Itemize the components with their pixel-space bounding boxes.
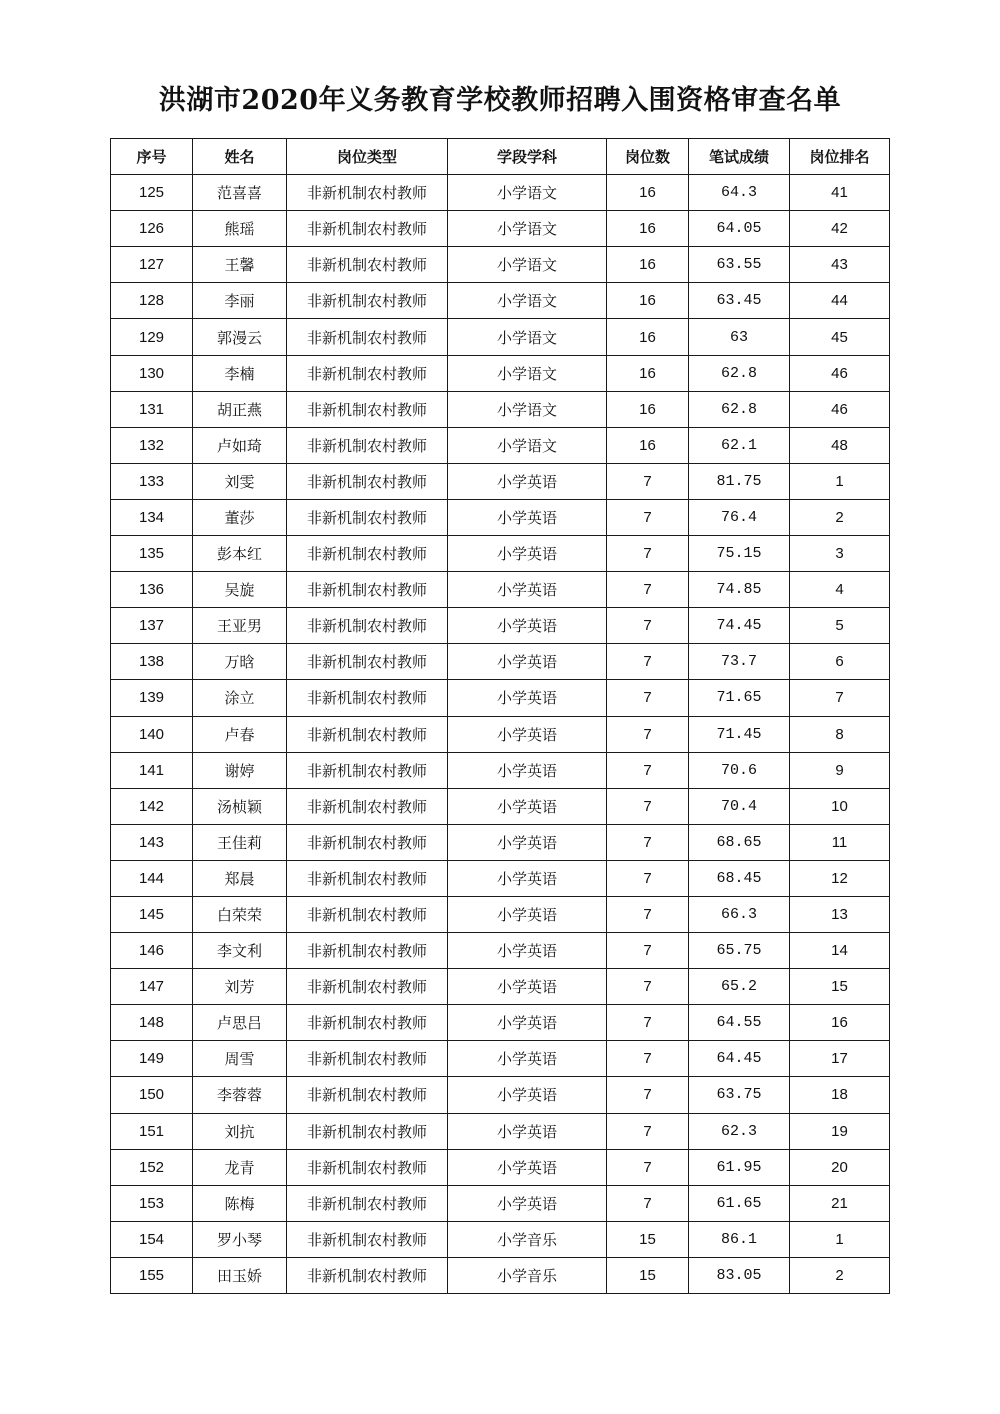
header-cell: 岗位类型	[287, 139, 448, 175]
stage-subject-cell: 小学英语	[448, 969, 607, 1005]
stage-subject-cell: 小学英语	[448, 1113, 607, 1149]
post-rank-cell: 14	[790, 933, 890, 969]
written-score-cell: 63.45	[689, 283, 790, 319]
stage-subject-cell: 小学英语	[448, 1005, 607, 1041]
table-row	[111, 247, 890, 283]
name-cell: 白荣荣	[193, 896, 287, 932]
written-score-cell: 66.3	[689, 896, 790, 932]
stage-subject-cell: 小学语文	[448, 355, 607, 391]
stage-subject-cell: 小学英语	[448, 788, 607, 824]
serial-number-cell: 127	[111, 247, 193, 283]
serial-number-cell: 155	[111, 1257, 193, 1293]
post-count-cell: 16	[607, 391, 689, 427]
header-row	[111, 139, 890, 175]
post-rank-cell: 9	[790, 752, 890, 788]
name-cell: 龙青	[193, 1149, 287, 1185]
written-score-cell: 63.75	[689, 1077, 790, 1113]
table-row	[111, 391, 890, 427]
name-cell: 汤桢颖	[193, 788, 287, 824]
serial-number-cell: 135	[111, 536, 193, 572]
stage-subject-cell: 小学英语	[448, 824, 607, 860]
header-cell: 岗位数	[607, 139, 689, 175]
name-cell: 刘雯	[193, 463, 287, 499]
roster-body	[111, 175, 890, 1294]
serial-number-cell: 150	[111, 1077, 193, 1113]
post-count-cell: 16	[607, 283, 689, 319]
post-count-cell: 16	[607, 355, 689, 391]
written-score-cell: 62.8	[689, 355, 790, 391]
serial-number-cell: 153	[111, 1185, 193, 1221]
post-count-cell: 16	[607, 427, 689, 463]
post-count-cell: 7	[607, 463, 689, 499]
stage-subject-cell: 小学英语	[448, 1149, 607, 1185]
post-count-cell: 7	[607, 644, 689, 680]
name-cell: 李文利	[193, 933, 287, 969]
post-rank-cell: 45	[790, 319, 890, 355]
serial-number-cell: 137	[111, 608, 193, 644]
post-rank-cell: 7	[790, 680, 890, 716]
post-rank-cell: 17	[790, 1041, 890, 1077]
post-type-cell: 非新机制农村教师	[287, 680, 448, 716]
post-rank-cell: 2	[790, 1257, 890, 1293]
post-count-cell: 7	[607, 824, 689, 860]
header-cell: 笔试成绩	[689, 139, 790, 175]
table-row	[111, 355, 890, 391]
name-cell: 胡正燕	[193, 391, 287, 427]
stage-subject-cell: 小学语文	[448, 427, 607, 463]
written-score-cell: 61.95	[689, 1149, 790, 1185]
stage-subject-cell: 小学语文	[448, 283, 607, 319]
post-count-cell: 7	[607, 536, 689, 572]
post-rank-cell: 6	[790, 644, 890, 680]
post-count-cell: 15	[607, 1257, 689, 1293]
written-score-cell: 65.75	[689, 933, 790, 969]
post-rank-cell: 43	[790, 247, 890, 283]
table-row	[111, 644, 890, 680]
name-cell: 刘抗	[193, 1113, 287, 1149]
name-cell: 田玉娇	[193, 1257, 287, 1293]
post-type-cell: 非新机制农村教师	[287, 860, 448, 896]
table-row	[111, 608, 890, 644]
serial-number-cell: 146	[111, 933, 193, 969]
written-score-cell: 81.75	[689, 463, 790, 499]
stage-subject-cell: 小学英语	[448, 644, 607, 680]
post-count-cell: 16	[607, 175, 689, 211]
name-cell: 董莎	[193, 499, 287, 535]
stage-subject-cell: 小学音乐	[448, 1221, 607, 1257]
post-rank-cell: 12	[790, 860, 890, 896]
serial-number-cell: 151	[111, 1113, 193, 1149]
stage-subject-cell: 小学英语	[448, 499, 607, 535]
table-row	[111, 1005, 890, 1041]
table-row	[111, 1257, 890, 1293]
written-score-cell: 62.1	[689, 427, 790, 463]
post-rank-cell: 20	[790, 1149, 890, 1185]
post-type-cell: 非新机制农村教师	[287, 1221, 448, 1257]
written-score-cell: 65.2	[689, 969, 790, 1005]
serial-number-cell: 136	[111, 572, 193, 608]
post-rank-cell: 21	[790, 1185, 890, 1221]
post-count-cell: 7	[607, 499, 689, 535]
written-score-cell: 61.65	[689, 1185, 790, 1221]
stage-subject-cell: 小学语文	[448, 247, 607, 283]
name-cell: 李楠	[193, 355, 287, 391]
post-type-cell: 非新机制农村教师	[287, 536, 448, 572]
serial-number-cell: 142	[111, 788, 193, 824]
serial-number-cell: 126	[111, 211, 193, 247]
table-row	[111, 1149, 890, 1185]
post-count-cell: 7	[607, 788, 689, 824]
name-cell: 陈梅	[193, 1185, 287, 1221]
post-type-cell: 非新机制农村教师	[287, 1041, 448, 1077]
post-count-cell: 7	[607, 969, 689, 1005]
written-score-cell: 68.45	[689, 860, 790, 896]
stage-subject-cell: 小学英语	[448, 608, 607, 644]
written-score-cell: 76.4	[689, 499, 790, 535]
name-cell: 卢思吕	[193, 1005, 287, 1041]
post-type-cell: 非新机制农村教师	[287, 572, 448, 608]
table-row	[111, 680, 890, 716]
written-score-cell: 68.65	[689, 824, 790, 860]
stage-subject-cell: 小学英语	[448, 1077, 607, 1113]
post-rank-cell: 19	[790, 1113, 890, 1149]
serial-number-cell: 130	[111, 355, 193, 391]
name-cell: 郑晨	[193, 860, 287, 896]
post-type-cell: 非新机制农村教师	[287, 1005, 448, 1041]
written-score-cell: 86.1	[689, 1221, 790, 1257]
post-rank-cell: 48	[790, 427, 890, 463]
name-cell: 王佳莉	[193, 824, 287, 860]
post-count-cell: 15	[607, 1221, 689, 1257]
table-row	[111, 175, 890, 211]
written-score-cell: 64.45	[689, 1041, 790, 1077]
written-score-cell: 64.55	[689, 1005, 790, 1041]
stage-subject-cell: 小学语文	[448, 175, 607, 211]
stage-subject-cell: 小学语文	[448, 391, 607, 427]
post-rank-cell: 46	[790, 391, 890, 427]
table-row	[111, 1185, 890, 1221]
post-type-cell: 非新机制农村教师	[287, 427, 448, 463]
post-type-cell: 非新机制农村教师	[287, 716, 448, 752]
post-count-cell: 7	[607, 933, 689, 969]
post-count-cell: 7	[607, 752, 689, 788]
written-score-cell: 64.05	[689, 211, 790, 247]
name-cell: 卢春	[193, 716, 287, 752]
written-score-cell: 74.85	[689, 572, 790, 608]
name-cell: 谢婷	[193, 752, 287, 788]
post-rank-cell: 5	[790, 608, 890, 644]
serial-number-cell: 152	[111, 1149, 193, 1185]
table-row	[111, 572, 890, 608]
written-score-cell: 75.15	[689, 536, 790, 572]
post-type-cell: 非新机制农村教师	[287, 896, 448, 932]
name-cell: 罗小琴	[193, 1221, 287, 1257]
stage-subject-cell: 小学英语	[448, 680, 607, 716]
post-type-cell: 非新机制农村教师	[287, 608, 448, 644]
post-type-cell: 非新机制农村教师	[287, 969, 448, 1005]
table-row	[111, 969, 890, 1005]
serial-number-cell: 125	[111, 175, 193, 211]
post-type-cell: 非新机制农村教师	[287, 319, 448, 355]
name-cell: 刘芳	[193, 969, 287, 1005]
serial-number-cell: 133	[111, 463, 193, 499]
written-score-cell: 70.4	[689, 788, 790, 824]
post-rank-cell: 4	[790, 572, 890, 608]
written-score-cell: 63.55	[689, 247, 790, 283]
written-score-cell: 71.45	[689, 716, 790, 752]
post-count-cell: 16	[607, 319, 689, 355]
stage-subject-cell: 小学英语	[448, 536, 607, 572]
table-row	[111, 536, 890, 572]
written-score-cell: 83.05	[689, 1257, 790, 1293]
post-rank-cell: 15	[790, 969, 890, 1005]
name-cell: 涂立	[193, 680, 287, 716]
serial-number-cell: 129	[111, 319, 193, 355]
post-rank-cell: 42	[790, 211, 890, 247]
post-rank-cell: 44	[790, 283, 890, 319]
post-count-cell: 7	[607, 680, 689, 716]
table-row	[111, 824, 890, 860]
post-type-cell: 非新机制农村教师	[287, 788, 448, 824]
table-row	[111, 283, 890, 319]
stage-subject-cell: 小学英语	[448, 860, 607, 896]
header-cell: 姓名	[193, 139, 287, 175]
post-count-cell: 7	[607, 1185, 689, 1221]
post-type-cell: 非新机制农村教师	[287, 1149, 448, 1185]
post-type-cell: 非新机制农村教师	[287, 933, 448, 969]
post-rank-cell: 1	[790, 1221, 890, 1257]
written-score-cell: 62.3	[689, 1113, 790, 1149]
serial-number-cell: 139	[111, 680, 193, 716]
stage-subject-cell: 小学英语	[448, 896, 607, 932]
post-type-cell: 非新机制农村教师	[287, 1113, 448, 1149]
stage-subject-cell: 小学英语	[448, 933, 607, 969]
name-cell: 郭漫云	[193, 319, 287, 355]
stage-subject-cell: 小学英语	[448, 1041, 607, 1077]
name-cell: 李丽	[193, 283, 287, 319]
stage-subject-cell: 小学音乐	[448, 1257, 607, 1293]
post-count-cell: 7	[607, 1113, 689, 1149]
post-rank-cell: 46	[790, 355, 890, 391]
post-type-cell: 非新机制农村教师	[287, 175, 448, 211]
written-score-cell: 71.65	[689, 680, 790, 716]
written-score-cell: 63	[689, 319, 790, 355]
post-rank-cell: 3	[790, 536, 890, 572]
serial-number-cell: 154	[111, 1221, 193, 1257]
post-count-cell: 7	[607, 1149, 689, 1185]
post-type-cell: 非新机制农村教师	[287, 1257, 448, 1293]
post-count-cell: 16	[607, 211, 689, 247]
serial-number-cell: 138	[111, 644, 193, 680]
table-row	[111, 933, 890, 969]
post-rank-cell: 11	[790, 824, 890, 860]
name-cell: 熊瑶	[193, 211, 287, 247]
post-rank-cell: 18	[790, 1077, 890, 1113]
stage-subject-cell: 小学英语	[448, 1185, 607, 1221]
header-cell: 学段学科	[448, 139, 607, 175]
table-row	[111, 896, 890, 932]
post-count-cell: 7	[607, 716, 689, 752]
post-type-cell: 非新机制农村教师	[287, 824, 448, 860]
post-type-cell: 非新机制农村教师	[287, 211, 448, 247]
stage-subject-cell: 小学语文	[448, 211, 607, 247]
written-score-cell: 70.6	[689, 752, 790, 788]
table-row	[111, 788, 890, 824]
table-row	[111, 1041, 890, 1077]
table-row	[111, 716, 890, 752]
name-cell: 李蓉蓉	[193, 1077, 287, 1113]
post-type-cell: 非新机制农村教师	[287, 391, 448, 427]
serial-number-cell: 134	[111, 499, 193, 535]
table-row	[111, 752, 890, 788]
header-cell: 序号	[111, 139, 193, 175]
post-rank-cell: 13	[790, 896, 890, 932]
written-score-cell: 62.8	[689, 391, 790, 427]
table-row	[111, 211, 890, 247]
stage-subject-cell: 小学英语	[448, 572, 607, 608]
post-type-cell: 非新机制农村教师	[287, 752, 448, 788]
name-cell: 周雪	[193, 1041, 287, 1077]
table-row	[111, 1113, 890, 1149]
stage-subject-cell: 小学英语	[448, 752, 607, 788]
serial-number-cell: 144	[111, 860, 193, 896]
post-count-cell: 7	[607, 896, 689, 932]
serial-number-cell: 149	[111, 1041, 193, 1077]
table-row	[111, 319, 890, 355]
page-title: 洪湖市2020年义务教育学校教师招聘入围资格审查名单	[158, 85, 842, 116]
post-count-cell: 16	[607, 247, 689, 283]
stage-subject-cell: 小学英语	[448, 463, 607, 499]
post-rank-cell: 1	[790, 463, 890, 499]
header-cell: 岗位排名	[790, 139, 890, 175]
serial-number-cell: 147	[111, 969, 193, 1005]
post-rank-cell: 2	[790, 499, 890, 535]
name-cell: 彭本红	[193, 536, 287, 572]
post-rank-cell: 10	[790, 788, 890, 824]
post-type-cell: 非新机制农村教师	[287, 644, 448, 680]
post-count-cell: 7	[607, 1041, 689, 1077]
table-row	[111, 860, 890, 896]
post-count-cell: 7	[607, 860, 689, 896]
post-type-cell: 非新机制农村教师	[287, 1185, 448, 1221]
written-score-cell: 64.3	[689, 175, 790, 211]
post-rank-cell: 16	[790, 1005, 890, 1041]
stage-subject-cell: 小学英语	[448, 716, 607, 752]
name-cell: 万晗	[193, 644, 287, 680]
post-type-cell: 非新机制农村教师	[287, 283, 448, 319]
name-cell: 王亚男	[193, 608, 287, 644]
roster-table	[110, 138, 890, 1294]
serial-number-cell: 148	[111, 1005, 193, 1041]
name-cell: 王馨	[193, 247, 287, 283]
table-row	[111, 1077, 890, 1113]
table-row	[111, 463, 890, 499]
name-cell: 卢如琦	[193, 427, 287, 463]
serial-number-cell: 141	[111, 752, 193, 788]
post-count-cell: 7	[607, 1077, 689, 1113]
post-type-cell: 非新机制农村教师	[287, 463, 448, 499]
post-rank-cell: 8	[790, 716, 890, 752]
post-rank-cell: 41	[790, 175, 890, 211]
post-count-cell: 7	[607, 1005, 689, 1041]
written-score-cell: 74.45	[689, 608, 790, 644]
serial-number-cell: 131	[111, 391, 193, 427]
name-cell: 范喜喜	[193, 175, 287, 211]
table-row	[111, 1221, 890, 1257]
post-type-cell: 非新机制农村教师	[287, 355, 448, 391]
serial-number-cell: 143	[111, 824, 193, 860]
post-count-cell: 7	[607, 608, 689, 644]
serial-number-cell: 140	[111, 716, 193, 752]
serial-number-cell: 145	[111, 896, 193, 932]
serial-number-cell: 128	[111, 283, 193, 319]
post-type-cell: 非新机制农村教师	[287, 1077, 448, 1113]
table-row	[111, 499, 890, 535]
table-row	[111, 427, 890, 463]
name-cell: 吴旋	[193, 572, 287, 608]
post-type-cell: 非新机制农村教师	[287, 499, 448, 535]
written-score-cell: 73.7	[689, 644, 790, 680]
serial-number-cell: 132	[111, 427, 193, 463]
post-count-cell: 7	[607, 572, 689, 608]
stage-subject-cell: 小学语文	[448, 319, 607, 355]
post-type-cell: 非新机制农村教师	[287, 247, 448, 283]
